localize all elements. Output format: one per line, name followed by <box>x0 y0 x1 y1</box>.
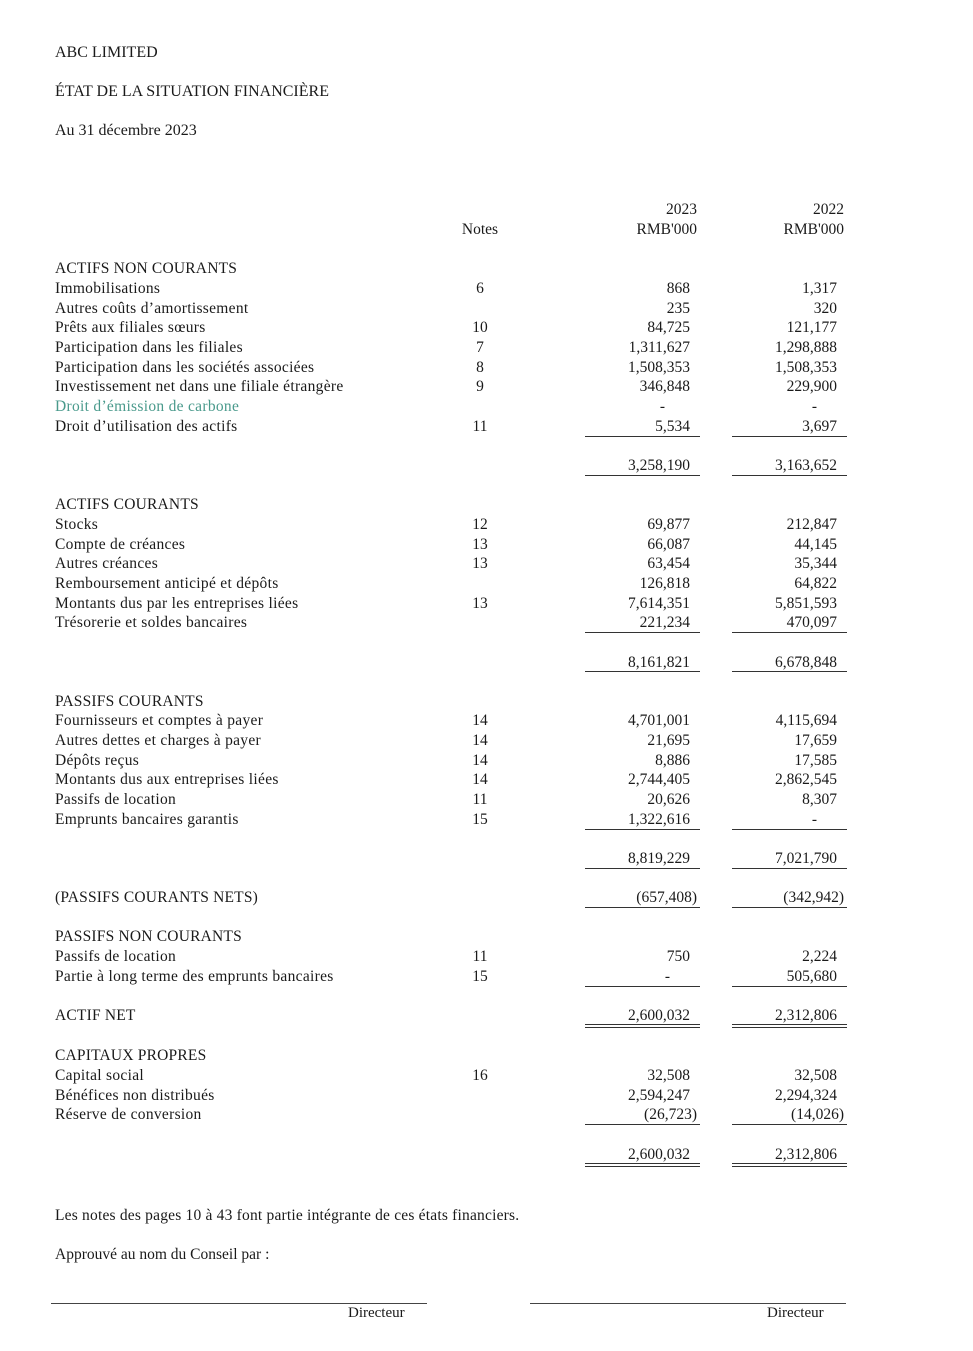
row-note: 14 <box>472 712 488 729</box>
row-value-2022: 320 <box>813 300 837 317</box>
row-value-2023: 1,322,616 <box>628 811 690 828</box>
table-row <box>0 731 973 751</box>
row-label: Autres dettes et charges à payer <box>55 732 261 749</box>
signature-line-left <box>51 1303 427 1304</box>
subtotal-2023: 3,258,190 <box>628 457 690 474</box>
row-value-2022: 5,851,593 <box>775 595 837 612</box>
table-row <box>0 770 973 790</box>
table-row <box>0 279 973 299</box>
row-label: Droit d’utilisation des actifs <box>55 418 238 435</box>
approval-statement: Approuvé au nom du Conseil par : <box>55 1246 270 1263</box>
row-value-2022: 35,344 <box>794 555 837 572</box>
underline <box>732 436 847 437</box>
row-value-2022: 121,177 <box>786 319 837 336</box>
row-value-2022: 1,317 <box>802 280 837 297</box>
row-value-2023: 1,311,627 <box>628 339 690 356</box>
row-value-2023: 868 <box>666 280 690 297</box>
row-label: Montants dus aux entreprises liées <box>55 771 279 788</box>
table-row <box>0 967 973 987</box>
table-row <box>0 554 973 574</box>
row-value-2022: 64,822 <box>794 575 837 592</box>
row-value-2023: 235 <box>666 300 690 317</box>
subtotal-row <box>0 849 973 869</box>
row-value-2022: 1,508,353 <box>775 359 837 376</box>
underline <box>732 868 847 869</box>
table-row <box>0 1086 973 1106</box>
row-note: 11 <box>472 948 488 965</box>
row-label: Montants dus par les entreprises liées <box>55 595 299 612</box>
section-title: ACTIFS NON COURANTS <box>55 260 238 277</box>
row-value-2023: (657,408) <box>636 889 697 906</box>
row-value-2023: 2,594,247 <box>628 1087 690 1104</box>
row-note: 13 <box>472 595 488 612</box>
row-label: Remboursement anticipé et dépôts <box>55 575 279 592</box>
section-actifs-courants <box>0 495 973 515</box>
table-row <box>0 535 973 555</box>
double-underline <box>732 1024 847 1028</box>
table-row <box>0 1066 973 1086</box>
row-label: Fournisseurs et comptes à payer <box>55 712 264 729</box>
row-value-2023: 8,886 <box>655 752 690 769</box>
table-row <box>0 358 973 378</box>
row-value-2022: - <box>811 811 817 828</box>
subtotal-2023: 8,819,229 <box>628 850 690 867</box>
subtotal-row <box>0 653 973 673</box>
row-value-2023: 7,614,351 <box>628 595 690 612</box>
row-value-2023: 66,087 <box>647 536 690 553</box>
net-assets-row <box>0 1006 973 1026</box>
notes-statement: Les notes des pages 10 à 43 font partie intégrante de ces états financiers. <box>55 1207 520 1224</box>
row-note: 11 <box>472 418 488 435</box>
row-note: 16 <box>472 1067 488 1084</box>
row-value-2023: 63,454 <box>647 555 690 572</box>
column-unit-2022: RMB'000 <box>783 221 844 238</box>
underline <box>732 475 847 476</box>
row-label: Immobilisations <box>55 280 161 297</box>
underline <box>585 671 700 672</box>
row-value-2023: 20,626 <box>647 791 690 808</box>
row-label: Emprunts bancaires garantis <box>55 811 239 828</box>
row-label: Prêts aux filiales sœurs <box>55 319 206 336</box>
table-row <box>0 299 973 319</box>
signature-label-right: Directeur <box>767 1305 824 1321</box>
row-label: Dépôts reçus <box>55 752 140 769</box>
table-row <box>0 711 973 731</box>
row-label: Trésorerie et soldes bancaires <box>55 614 248 631</box>
row-note: 15 <box>472 811 488 828</box>
row-label: Passifs de location <box>55 948 177 965</box>
row-note: 7 <box>476 339 484 356</box>
row-label: Bénéfices non distribués <box>55 1087 215 1104</box>
statement-date: Au 31 décembre 2023 <box>55 122 197 139</box>
row-value-2022: 470,097 <box>786 614 837 631</box>
row-value-2023: 1,508,353 <box>628 359 690 376</box>
table-row <box>0 417 973 437</box>
row-value-2022: 3,697 <box>802 418 837 435</box>
row-note: 14 <box>472 752 488 769</box>
subtotal-2022: 7,021,790 <box>775 850 837 867</box>
row-note: 10 <box>472 319 488 336</box>
table-row <box>0 947 973 967</box>
row-label: Investissement net dans une filiale étrangère <box>55 378 344 395</box>
row-value-2022: (14,026) <box>791 1106 844 1123</box>
subtotal-row <box>0 456 973 476</box>
underline <box>585 868 700 869</box>
table-row <box>0 1105 973 1125</box>
underline <box>585 632 700 633</box>
section-capitaux-propres <box>0 1046 973 1066</box>
row-label: Capital social <box>55 1067 144 1084</box>
row-value-2023: 126,818 <box>639 575 690 592</box>
row-note: 6 <box>476 280 484 297</box>
row-value-2022: 1,298,888 <box>775 339 837 356</box>
row-value-2022: 44,145 <box>794 536 837 553</box>
row-value-2022: 505,680 <box>786 968 837 985</box>
row-label: Autres coûts d’amortissement <box>55 300 249 317</box>
underline <box>732 1124 847 1125</box>
column-year-2022: 2022 <box>813 201 844 218</box>
row-value-2022: 8,307 <box>802 791 837 808</box>
row-note: 11 <box>472 791 488 808</box>
underline <box>585 1124 700 1125</box>
subtotal-2022: 3,163,652 <box>775 457 837 474</box>
subtotal-2022: 2,312,806 <box>775 1146 837 1163</box>
table-row <box>0 613 973 633</box>
row-value-2023: 69,877 <box>647 516 690 533</box>
row-value-2023: 221,234 <box>639 614 690 631</box>
signature-line-right <box>530 1303 846 1304</box>
underline <box>585 436 700 437</box>
row-label: (PASSIFS COURANTS NETS) <box>55 889 258 906</box>
row-note: 12 <box>472 516 488 533</box>
underline <box>732 907 847 908</box>
underline <box>732 632 847 633</box>
row-label: Compte de créances <box>55 536 186 553</box>
row-label-highlighted: Droit d’émission de carbone <box>55 398 240 415</box>
row-label: Participation dans les filiales <box>55 339 243 356</box>
row-note: 13 <box>472 536 488 553</box>
underline <box>585 829 700 830</box>
table-row <box>0 515 973 535</box>
table-row <box>0 397 973 417</box>
row-value-2022: 32,508 <box>794 1067 837 1084</box>
row-label: Réserve de conversion <box>55 1106 202 1123</box>
row-value-2023: 4,701,001 <box>628 712 690 729</box>
row-value-2022: (342,942) <box>783 889 844 906</box>
table-row <box>0 751 973 771</box>
row-label: Stocks <box>55 516 99 533</box>
section-passifs-non-courants <box>0 927 973 947</box>
section-passifs-courants <box>0 692 973 712</box>
row-note: 13 <box>472 555 488 572</box>
row-value-2022: 2,862,545 <box>775 771 837 788</box>
row-value-2023: 2,600,032 <box>628 1007 690 1024</box>
underline <box>585 907 700 908</box>
double-underline <box>732 1163 847 1167</box>
table-row <box>0 790 973 810</box>
row-value-2022: 4,115,694 <box>775 712 837 729</box>
table-row <box>0 318 973 338</box>
row-note: 14 <box>472 732 488 749</box>
row-value-2023: - <box>664 968 670 985</box>
column-notes: Notes <box>461 221 499 238</box>
row-label: ACTIF NET <box>55 1007 136 1024</box>
double-underline <box>585 1163 700 1167</box>
underline <box>585 475 700 476</box>
row-value-2022: 212,847 <box>786 516 837 533</box>
row-note: 8 <box>476 359 484 376</box>
row-value-2023: (26,723) <box>644 1106 697 1123</box>
underline <box>585 986 700 987</box>
row-label: Participation dans les sociétés associées <box>55 359 315 376</box>
row-value-2022: 229,900 <box>786 378 837 395</box>
row-value-2022: - <box>811 398 817 415</box>
table-row <box>0 594 973 614</box>
section-title: CAPITAUX PROPRES <box>55 1047 207 1064</box>
section-title: ACTIFS COURANTS <box>55 496 199 513</box>
row-note: 15 <box>472 968 488 985</box>
row-value-2023: - <box>659 398 665 415</box>
double-underline <box>585 1024 700 1028</box>
row-value-2023: 21,695 <box>647 732 690 749</box>
row-note: 14 <box>472 771 488 788</box>
section-actifs-non-courants <box>0 259 973 279</box>
underline <box>732 986 847 987</box>
column-header-units <box>0 220 973 240</box>
section-title: PASSIFS NON COURANTS <box>55 928 242 945</box>
table-row <box>0 377 973 397</box>
row-value-2023: 346,848 <box>639 378 690 395</box>
row-value-2022: 17,585 <box>794 752 837 769</box>
table-row <box>0 338 973 358</box>
row-value-2022: 17,659 <box>794 732 837 749</box>
row-value-2022: 2,312,806 <box>775 1007 837 1024</box>
row-value-2023: 2,744,405 <box>628 771 690 788</box>
table-row <box>0 574 973 594</box>
subtotal-row <box>0 1145 973 1165</box>
row-value-2023: 84,725 <box>647 319 690 336</box>
row-value-2022: 2,224 <box>802 948 837 965</box>
row-value-2022: 2,294,324 <box>775 1087 837 1104</box>
underline <box>732 829 847 830</box>
net-current-liabilities-row <box>0 888 973 908</box>
signature-label-left: Directeur <box>348 1305 405 1321</box>
row-label: Autres créances <box>55 555 159 572</box>
column-unit-2023: RMB'000 <box>636 221 697 238</box>
row-value-2023: 750 <box>666 948 690 965</box>
row-value-2023: 5,534 <box>655 418 690 435</box>
subtotal-2022: 6,678,848 <box>775 654 837 671</box>
column-year-2023: 2023 <box>666 201 697 218</box>
subtotal-2023: 2,600,032 <box>628 1146 690 1163</box>
statement-title: ÉTAT DE LA SITUATION FINANCIÈRE <box>55 83 329 100</box>
row-label: Passifs de location <box>55 791 177 808</box>
row-note: 9 <box>476 378 484 395</box>
row-label: Partie à long terme des emprunts bancaires <box>55 968 334 985</box>
section-title: PASSIFS COURANTS <box>55 693 204 710</box>
row-value-2023: 32,508 <box>647 1067 690 1084</box>
underline <box>732 671 847 672</box>
table-row <box>0 810 973 830</box>
company-name: ABC LIMITED <box>55 44 158 61</box>
subtotal-2023: 8,161,821 <box>628 654 690 671</box>
column-header-years <box>0 200 973 220</box>
